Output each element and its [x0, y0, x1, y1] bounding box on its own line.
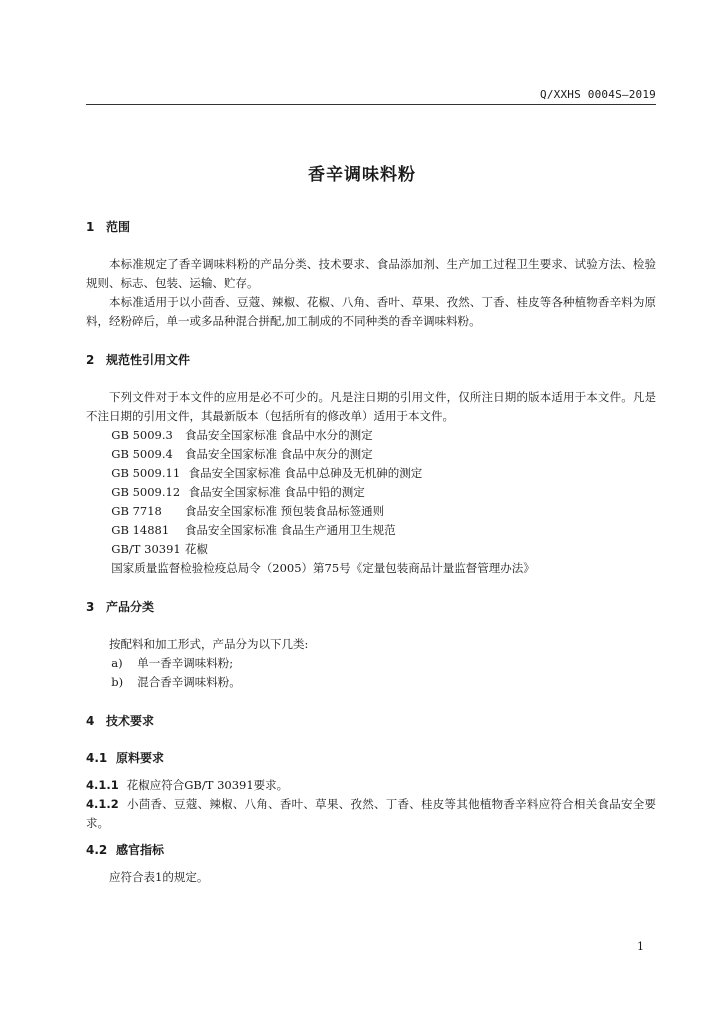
section-title: 技术要求 — [106, 714, 155, 728]
subsection-title: 感官指标 — [116, 843, 165, 857]
list-text: 混合香辛调味料粉。 — [137, 675, 241, 689]
classification-intro: 按配料和加工形式，产品分为以下几类: — [109, 637, 309, 651]
reference-title: 食品安全国家标准 食品中铅的测定 — [188, 485, 365, 499]
clause — [86, 776, 656, 795]
subsection-heading-raw-materials — [86, 749, 656, 768]
reference-code: GB 7718 — [111, 504, 162, 518]
reference-title: 食品安全国家标准 食品中灰分的测定 — [184, 447, 373, 461]
subsection-title: 原料要求 — [116, 751, 165, 765]
section-title: 产品分类 — [106, 600, 155, 614]
reference-code: GB 5009.12 — [111, 485, 181, 499]
section-heading-tech — [86, 712, 656, 731]
section-heading-references — [86, 351, 656, 370]
clause — [86, 795, 656, 833]
reference-title: 食品安全国家标准 食品中水分的测定 — [184, 428, 373, 442]
standard-code: Q/XXHS 0004S—2019 — [540, 88, 656, 101]
subsection-heading-sensory — [86, 841, 656, 860]
clause-number: 4.1.2 — [86, 797, 119, 811]
reference-item — [86, 445, 656, 464]
section-heading-scope — [86, 218, 656, 237]
references-intro: 下列文件对于本文件的应用是必不可少的。凡是注日期的引用文件，仅所注日期的版本适用于本文件。凡是不注日期的引用文件，其最新版本（包括所有的修改单）适用于本文件。 — [86, 390, 656, 423]
list-item — [86, 654, 656, 673]
list-item — [86, 673, 656, 692]
document-title: 香辛调味料粉 — [308, 165, 416, 185]
reference-item — [86, 540, 656, 559]
section-number: 2 — [86, 353, 95, 367]
page-number: 1 — [637, 940, 644, 953]
section-number: 3 — [86, 600, 95, 614]
reference-title: 食品安全国家标准 预包装食品标签通则 — [184, 504, 385, 518]
list-marker: b) — [111, 675, 124, 689]
clause-text: 小茴香、豆蔻、辣椒、八角、香叶、草果、孜然、丁香、桂皮等其他植物香辛料应符合相关食品安全要求。 — [86, 797, 656, 830]
section-number: 1 — [86, 220, 95, 234]
reference-code: GB 5009.3 — [111, 428, 173, 442]
reference-item — [86, 426, 656, 445]
sensory-text: 应符合表1的规定。 — [109, 870, 209, 884]
section-title: 规范性引用文件 — [106, 353, 191, 367]
section-heading-classification — [86, 598, 656, 617]
reference-item — [86, 521, 656, 540]
subsection-number: 4.2 — [86, 843, 108, 857]
reference-title: 国家质量监督检验检疫总局令（2005）第75号《定量包装商品计量监督管理办法》 — [111, 561, 535, 575]
reference-code: GB/T 30391 — [111, 542, 181, 556]
reference-item — [86, 464, 656, 483]
section-title: 范围 — [106, 220, 131, 234]
reference-item — [86, 559, 656, 578]
document-body — [86, 218, 656, 887]
scope-paragraph: 本标准适用于以小茴香、豆蔻、辣椒、花椒、八角、香叶、草果、孜然、丁香、桂皮等各种植物香辛料为原料，经粉碎后，单一或多品种混合拼配,加工制成的不同种类的香辛调味料粉。 — [86, 295, 656, 328]
header-rule — [86, 104, 656, 105]
list-text: 单一香辛调味料粉; — [137, 656, 234, 670]
clause-number: 4.1.1 — [86, 778, 119, 792]
clause-text: 花椒应符合GB/T 30391要求。 — [126, 778, 289, 792]
subsection-number: 4.1 — [86, 751, 108, 765]
reference-code: GB 14881 — [111, 523, 170, 537]
reference-title: 食品安全国家标准 食品中总砷及无机砷的测定 — [188, 466, 423, 480]
reference-code: GB 5009.4 — [111, 447, 173, 461]
reference-item — [86, 483, 656, 502]
reference-item — [86, 502, 656, 521]
scope-paragraph: 本标准规定了香辛调味料粉的产品分类、技术要求、食品添加剂、生产加工过程卫生要求、试验方法、检验规则、标志、包装、运输、贮存。 — [86, 257, 656, 290]
reference-title: 食品安全国家标准 食品生产通用卫生规范 — [184, 523, 396, 537]
reference-code: GB 5009.11 — [111, 466, 181, 480]
list-marker: a) — [111, 656, 123, 670]
reference-title: 花椒 — [184, 542, 208, 556]
section-number: 4 — [86, 714, 95, 728]
